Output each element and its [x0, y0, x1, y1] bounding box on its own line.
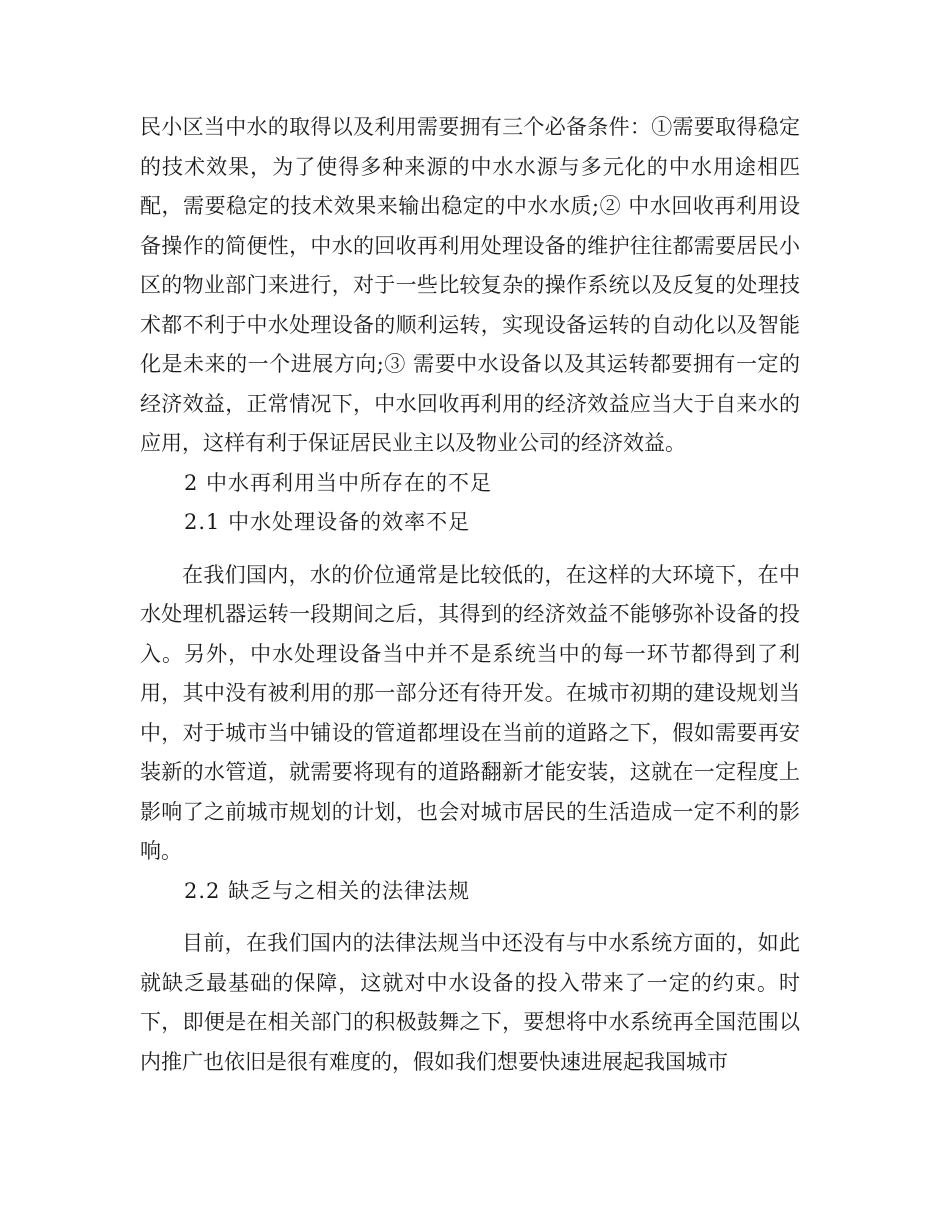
- paragraph-conditions: 民小区当中水的取得以及利用需要拥有三个必备条件：①需要取得稳定的技术效果，为了使得多种来源的中水水源与多元化的中水用途相匹配，需要稳定的技术效果来输出稳定的中水水质;② 中水回收再利用设备操作的简便性，中水的回收再利用处理设备的维护往往都需要居民小区的物业部门来进行，对于一些比较复杂的操作系统以及反复的处理技术都不利于中水处理设备的顺利运转，实现设备运转的自动化以及智能化是未来的一个进展方向;③ 需要中水设备以及其运转都要拥有一定的经济效益，正常情况下，中水回收再利用的经济效益应当大于自来水的应用，这样有利于保证居民业主以及物业公司的经济效益。: [140, 115, 800, 455]
- document-body: [140, 108, 800, 1082]
- paragraph-regulations: 目前，在我们国内的法律法规当中还没有与中水系统方面的，如此就缺乏最基础的保障，这就对中水设备的投入带来了一定的约束。时下，即便是在相关部门的积极鼓舞之下，要想将中水系统再全国范围以内推广也依旧是很有难度的，假如我们想要快速进展起我国城市: [140, 931, 800, 1074]
- section-heading-2-2: 2.2 缺乏与之相关的法律法规: [184, 878, 471, 903]
- paragraph-efficiency: 在我们国内，水的价位通常是比较低的，在这样的大环境下，在中水处理机器运转一段期间之后，其得到的经济效益不能够弥补设备的投入。另外，中水处理设备当中并不是系统当中的每一环节都得到了利用，其中没有被利用的那一部分还有待开发。在城市初期的建设规划当中，对于城市当中铺设的管道都埋设在当前的道路之下，假如需要再安装新的水管道，就需要将现有的道路翻新才能安装，这就在一定程度上影响了之前城市规划的计划，也会对城市居民的生活造成一定不利的影响。: [140, 562, 800, 863]
- section-heading-2: 2 中水再利用当中所存在的不足: [184, 470, 493, 495]
- section-heading-2-1: 2.1 中水处理设备的效率不足: [184, 510, 471, 534]
